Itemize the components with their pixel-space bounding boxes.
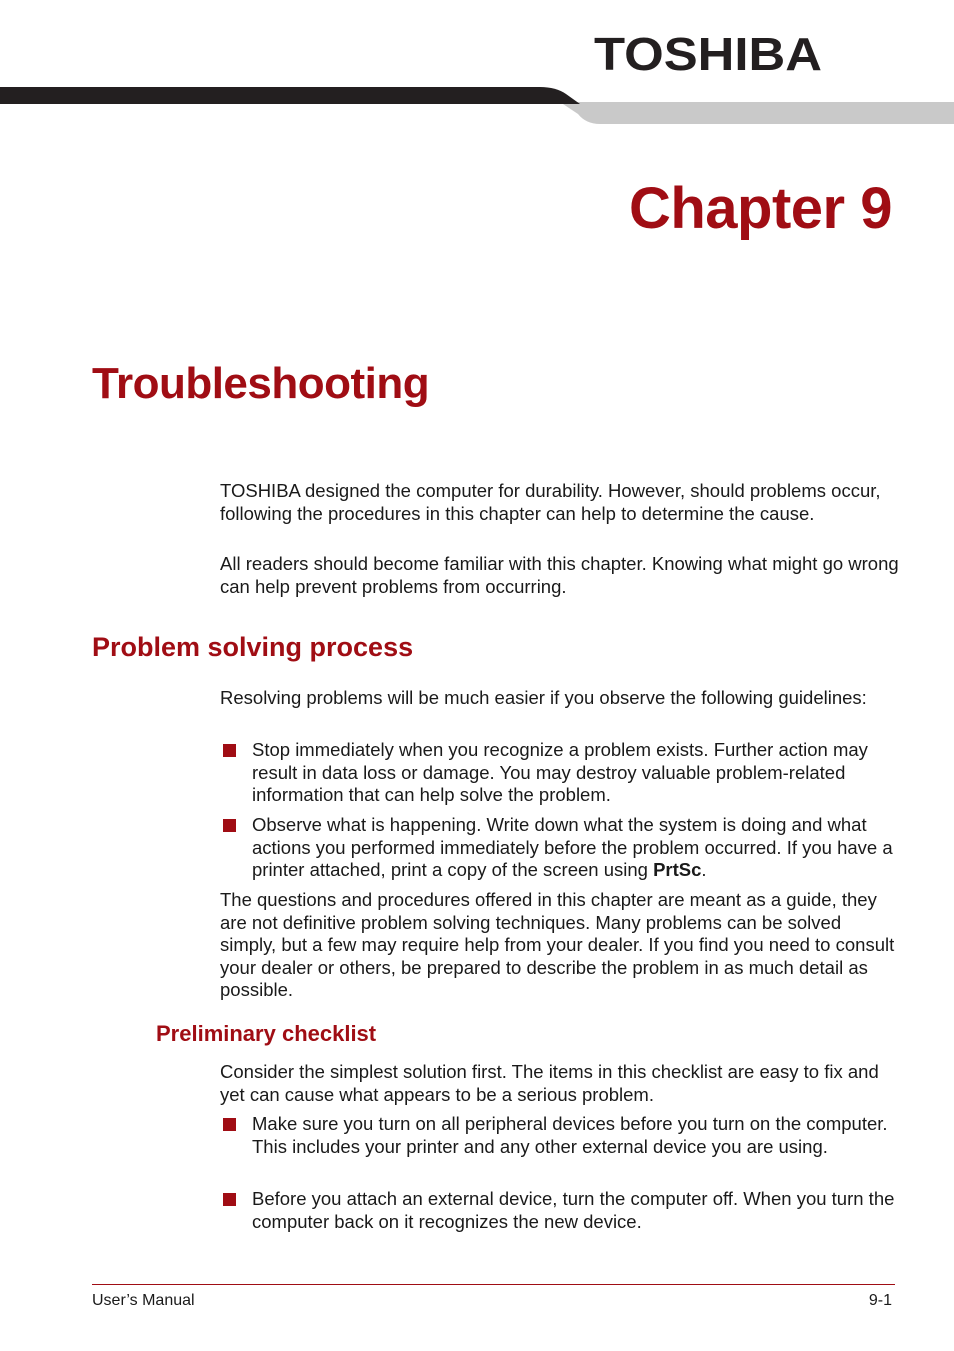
list-item-text: Before you attach an external device, turn the computer off. When you turn the computer back on it recognizes the new device. <box>252 1188 895 1232</box>
problem-solving-heading: Problem solving process <box>92 632 414 662</box>
page-title: Troubleshooting <box>92 359 430 408</box>
bullet-square-icon <box>223 1118 236 1131</box>
bullet-square-icon <box>223 1193 236 1206</box>
list-item-text-before: Observe what is happening. Write down what the system is doing and what actions you performed immediately before the problem occurred. If you have a printer attached, print a copy of the screen using <box>252 814 893 881</box>
problem-solving-lead: Resolving problems will be much easier if you observe the following guidelines: <box>220 687 867 708</box>
list-item <box>220 739 900 807</box>
problem-solving-closing: The questions and procedures offered in this chapter are meant as a guide, they are not definitive problem solving techniques. Many problems can be solved simply, but a few may require help from your dealer. If you find you need to consult your dealer or others, be prepared to describe the problem in as much detail as possible. <box>220 889 895 1001</box>
key-prtsc: PrtSc <box>653 859 702 881</box>
bullet-square-icon <box>223 744 236 757</box>
intro-paragraph-2: All readers should become familiar with this chapter. Knowing what might go wrong can help prevent problems from occurring. <box>220 553 899 597</box>
chapter-label: Chapter 9 <box>628 176 892 241</box>
footer-manual-title: User’s Manual <box>92 1292 195 1309</box>
footer-divider <box>92 1284 895 1285</box>
list-item <box>220 814 900 882</box>
header-band <box>0 84 954 128</box>
list-item <box>220 1188 900 1233</box>
intro-paragraph-1: TOSHIBA designed the computer for durability. However, should problems occur, following the procedures in this chapter can help to determine the cause. <box>220 480 881 524</box>
bullet-square-icon <box>223 819 236 832</box>
list-item-text: Make sure you turn on all peripheral devices before you turn on the computer. This includes your printer and any other external device you are using. <box>252 1113 888 1157</box>
checklist-heading: Preliminary checklist <box>156 1021 377 1046</box>
logo-wordmark: TOSHIBA <box>594 28 822 76</box>
header-band-light <box>560 102 954 124</box>
list-item <box>220 1113 900 1158</box>
list-item-text <box>252 814 900 882</box>
header-band-dark <box>0 87 580 104</box>
list-item-text: Stop immediately when you recognize a problem exists. Further action may result in data loss or damage. You may destroy valuable problem-related information that can help solve the problem. <box>252 739 868 806</box>
list-item-text-after: . <box>701 859 707 881</box>
toshiba-logo <box>594 28 824 76</box>
page-number: 9-1 <box>868 1292 892 1309</box>
checklist-lead: Consider the simplest solution first. The items in this checklist are easy to fix and yet can cause what appears to be a serious problem. <box>220 1061 879 1105</box>
